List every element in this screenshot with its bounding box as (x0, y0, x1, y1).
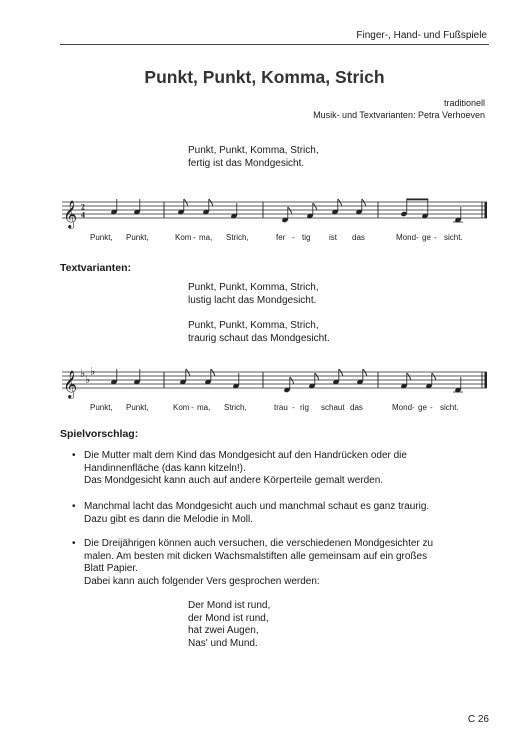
verse-2-line-1: Punkt, Punkt, Komma, Strich, (188, 282, 319, 293)
flat-sign-icon: ♭ (85, 373, 91, 386)
poem (188, 600, 270, 650)
flat-sign-icon: ♭ (90, 366, 96, 378)
lyric-syllable: Punkt, (126, 403, 149, 412)
section-header: Finger-, Hand- und Fußspiele (356, 30, 487, 41)
lyric-syllable: - (191, 403, 194, 412)
verse-3-line-1: Punkt, Punkt, Komma, Strich, (188, 320, 319, 331)
list-item-line: Die Mutter malt dem Kind das Mondgesicht auf den Handrücken oder die (84, 450, 407, 461)
verse-2-line-2: lustig lacht das Mondgesicht. (188, 294, 317, 306)
list-item-line: Blatt Papier. (84, 563, 138, 574)
list-item-line: Dazu gibt es dann die Melodie in Moll. (84, 513, 253, 525)
lyric-syllable: Mond (396, 233, 417, 242)
lyric-syllable: Mond (392, 403, 413, 412)
lyric-syllable: das (352, 233, 365, 242)
list-item-line: Handinnenfläche (das kann kitzeln!). (84, 462, 246, 474)
poem-line: der Mond ist rund, (188, 612, 269, 624)
bullet-icon: • (72, 450, 76, 461)
verse-1-line-1: Punkt, Punkt, Komma, Strich, (188, 145, 319, 156)
final-bar-line (485, 202, 488, 218)
lyric-syllable: rig (300, 403, 309, 412)
header-rule (60, 44, 489, 45)
page-title: Punkt, Punkt, Komma, Strich (144, 67, 385, 87)
staff-1-measure-1 (110, 199, 140, 215)
time-signature-top: 2 (81, 202, 85, 212)
bullet-icon: • (72, 501, 76, 512)
credits (313, 97, 485, 121)
lyric-syllable: - (430, 403, 433, 412)
verse-1-line-2: fertig ist das Mondgesicht. (188, 157, 305, 169)
poem-line: Der Mond ist rund, (188, 600, 271, 611)
lyric-syllable: - (434, 233, 437, 242)
staff-2-measure-3 (283, 369, 366, 393)
lyric-syllable: Strich, (226, 233, 249, 242)
lyric-syllable: ge (422, 233, 431, 242)
staff-1-measure-3 (281, 199, 365, 223)
bullet-icon: • (72, 538, 76, 549)
verse-2 (188, 282, 319, 307)
lyric-syllable: - (412, 403, 415, 412)
staff-2-measure-1 (110, 369, 140, 385)
verse-1 (188, 145, 319, 170)
music-staff-2 (0, 366, 529, 418)
lyric-syllable: sicht. (440, 403, 459, 412)
lyric-syllable: - (193, 233, 196, 242)
lyric-syllable: fer (276, 233, 286, 242)
credits-variants: Musik- und Textvarianten: Petra Verhoeven (313, 110, 485, 120)
play-suggestion-heading: Spielvorschlag: (60, 428, 139, 440)
verse-3-line-2: traurig schaut das Mondgesicht. (188, 332, 330, 344)
staff-2-lines (62, 372, 487, 388)
list-item-line: Das Mondgesicht kann auch auf andere Körperteile gemalt werden. (84, 475, 384, 486)
lyric-syllable: Kom (175, 233, 192, 242)
music-staff-1 (0, 196, 529, 248)
lyric-syllable: Strich, (224, 403, 247, 412)
variants-heading: Textvarianten: (60, 262, 131, 274)
lyric-syllable: ist (329, 233, 337, 242)
flat-sign-icon: ♭ (80, 367, 86, 380)
list-item-line: Dabei kann auch folgender Vers gesprochen werden: (84, 575, 320, 587)
lyric-syllable: das (350, 403, 363, 412)
lyric-syllable: - (292, 403, 295, 412)
lyric-syllable: Kom (173, 403, 190, 412)
lyric-syllable: sicht. (444, 233, 463, 242)
lyric-syllable: - (292, 233, 295, 242)
lyric-syllable: ma, (197, 403, 211, 412)
time-signature-bottom: 4 (81, 210, 85, 220)
final-bar-line (485, 372, 488, 388)
staff-2-lyrics (90, 403, 459, 412)
key-signature (80, 366, 95, 386)
lyric-syllable: trau (274, 403, 288, 412)
list-item-line: Die Dreijährigen können auch versuchen, die verschiedenen Mondgesichter zu (84, 538, 434, 549)
credits-origin: traditionell (443, 98, 485, 108)
verse-3 (188, 320, 330, 345)
lyric-syllable: Punkt, (90, 233, 113, 242)
lyric-syllable: schaut (321, 403, 345, 412)
lyric-syllable: ma, (199, 233, 213, 242)
lyric-syllable: ge (418, 403, 427, 412)
treble-clef-icon: 𝄞 (63, 200, 78, 228)
note-beam (406, 199, 428, 201)
poem-line: Nas' und Mund. (188, 637, 258, 649)
lyric-syllable: Punkt, (90, 403, 113, 412)
lyric-syllable: tig (302, 233, 311, 242)
page-number: C 26 (467, 714, 489, 725)
list-item-line: malen. Am besten mit dicken Wachsmalstiften alle gemeinsam auf ein großes (84, 550, 428, 562)
list-item-line: Manchmal lacht das Mondgesicht auch und manchmal schaut es ganz traurig. (84, 501, 430, 512)
treble-clef-icon: 𝄞 (63, 370, 78, 398)
lyric-syllable: - (416, 233, 419, 242)
staff-1-lyrics (90, 233, 463, 242)
poem-line: hat zwei Augen, (188, 625, 259, 636)
lyric-syllable: Punkt, (126, 233, 149, 242)
